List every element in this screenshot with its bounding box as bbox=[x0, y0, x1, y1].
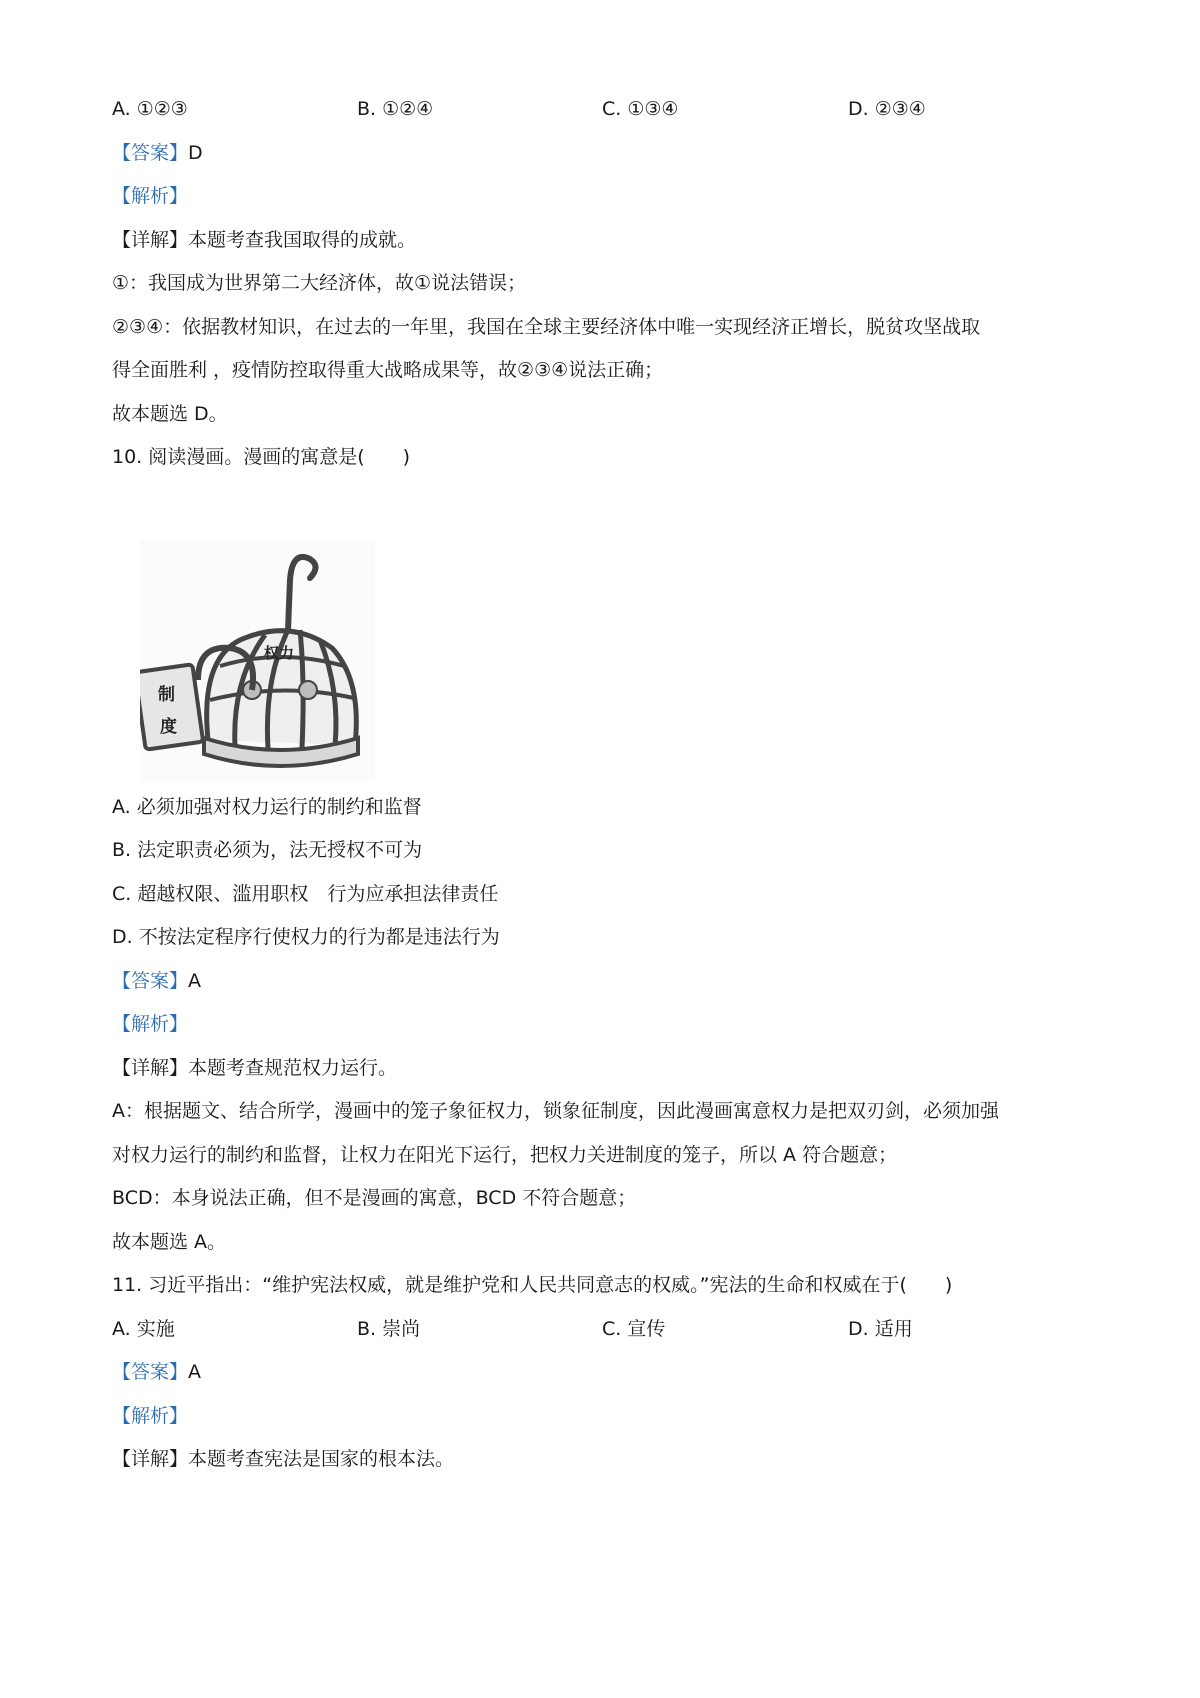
lock-label-1: 制 bbox=[158, 685, 175, 705]
q10-answer bbox=[112, 968, 201, 994]
detail-tag: 【详解】 bbox=[112, 229, 189, 251]
detail-tag: 【详解】 bbox=[112, 1448, 189, 1470]
q9-line-3: 得全面胜利 ，疫情防控取得重大战略成果等，故②③④说法正确； bbox=[112, 359, 664, 381]
answer-value: A bbox=[188, 1361, 202, 1383]
q10-line-3: BCD：本身说法正确，但不是漫画的寓意，BCD 不符合题意； bbox=[112, 1187, 637, 1209]
q11-answer bbox=[112, 1359, 201, 1385]
cage-label: 权力 bbox=[264, 644, 295, 662]
option-d: D. ②③④ bbox=[848, 98, 926, 120]
option-b: B. ①②④ bbox=[357, 98, 434, 120]
detail-text: 本题考查我国取得的成就。 bbox=[188, 229, 417, 251]
cage-cartoon-image bbox=[140, 540, 375, 782]
q9-answer bbox=[112, 140, 203, 166]
q10-line-4: 故本题选 A。 bbox=[112, 1231, 227, 1253]
q10-option-a: A. 必须加强对权力运行的制约和监督 bbox=[112, 796, 422, 818]
answer-tag: 【答案】 bbox=[112, 142, 189, 164]
answer-value: A bbox=[188, 970, 202, 992]
answer-tag: 【答案】 bbox=[112, 970, 189, 992]
q9-line-1: ①：我国成为世界第二大经济体，故①说法错误； bbox=[112, 272, 527, 294]
option-c: C. 宣传 bbox=[602, 1318, 666, 1340]
q11-analysis-tag: 【解析】 bbox=[112, 1405, 189, 1427]
detail-text: 本题考查宪法是国家的根本法。 bbox=[188, 1448, 455, 1470]
q10-analysis-tag: 【解析】 bbox=[112, 1013, 189, 1035]
q10-line-2: 对权力运行的制约和监督，让权力在阳光下运行，把权力关进制度的笼子，所以 A 符合题意； bbox=[112, 1144, 898, 1166]
option-b: B. 崇尚 bbox=[357, 1318, 421, 1340]
lock-label-2: 度 bbox=[160, 717, 177, 737]
q10-stem: 10. 阅读漫画。漫画的寓意是( ) bbox=[112, 446, 411, 468]
q9-line-4: 故本题选 D。 bbox=[112, 403, 228, 425]
option-a: A. ①②③ bbox=[112, 98, 188, 120]
q11-stem: 11. 习近平指出：“维护宪法权威，就是维护党和人民共同意志的权威。”宪法的生命和权威在于( ) bbox=[112, 1274, 953, 1296]
q10-option-d: D. 不按法定程序行使权力的行为都是违法行为 bbox=[112, 926, 500, 948]
option-a: A. 实施 bbox=[112, 1318, 175, 1340]
q9-line-2: ②③④：依据教材知识，在过去的一年里，我国在全球主要经济体中唯一实现经济正增长，脱贫攻坚战取 bbox=[112, 316, 981, 338]
q11-detail bbox=[112, 1446, 454, 1472]
detail-tag: 【详解】 bbox=[112, 1057, 189, 1079]
answer-value: D bbox=[188, 142, 203, 164]
q9-analysis-tag: 【解析】 bbox=[112, 185, 189, 207]
option-c: C. ①③④ bbox=[602, 98, 679, 120]
detail-text: 本题考查规范权力运行。 bbox=[188, 1057, 398, 1079]
q9-detail bbox=[112, 227, 416, 253]
q10-detail bbox=[112, 1055, 397, 1081]
option-d: D. 适用 bbox=[848, 1318, 913, 1340]
q10-option-b: B. 法定职责必须为，法无授权不可为 bbox=[112, 839, 423, 861]
q10-line-1: A：根据题文、结合所学，漫画中的笼子象征权力，锁象征制度，因此漫画寓意权力是把双刃剑，必须加强 bbox=[112, 1100, 1000, 1122]
answer-tag: 【答案】 bbox=[112, 1361, 189, 1383]
q10-option-c: C. 超越权限、滥用职权 行为应承担法律责任 bbox=[112, 883, 499, 905]
